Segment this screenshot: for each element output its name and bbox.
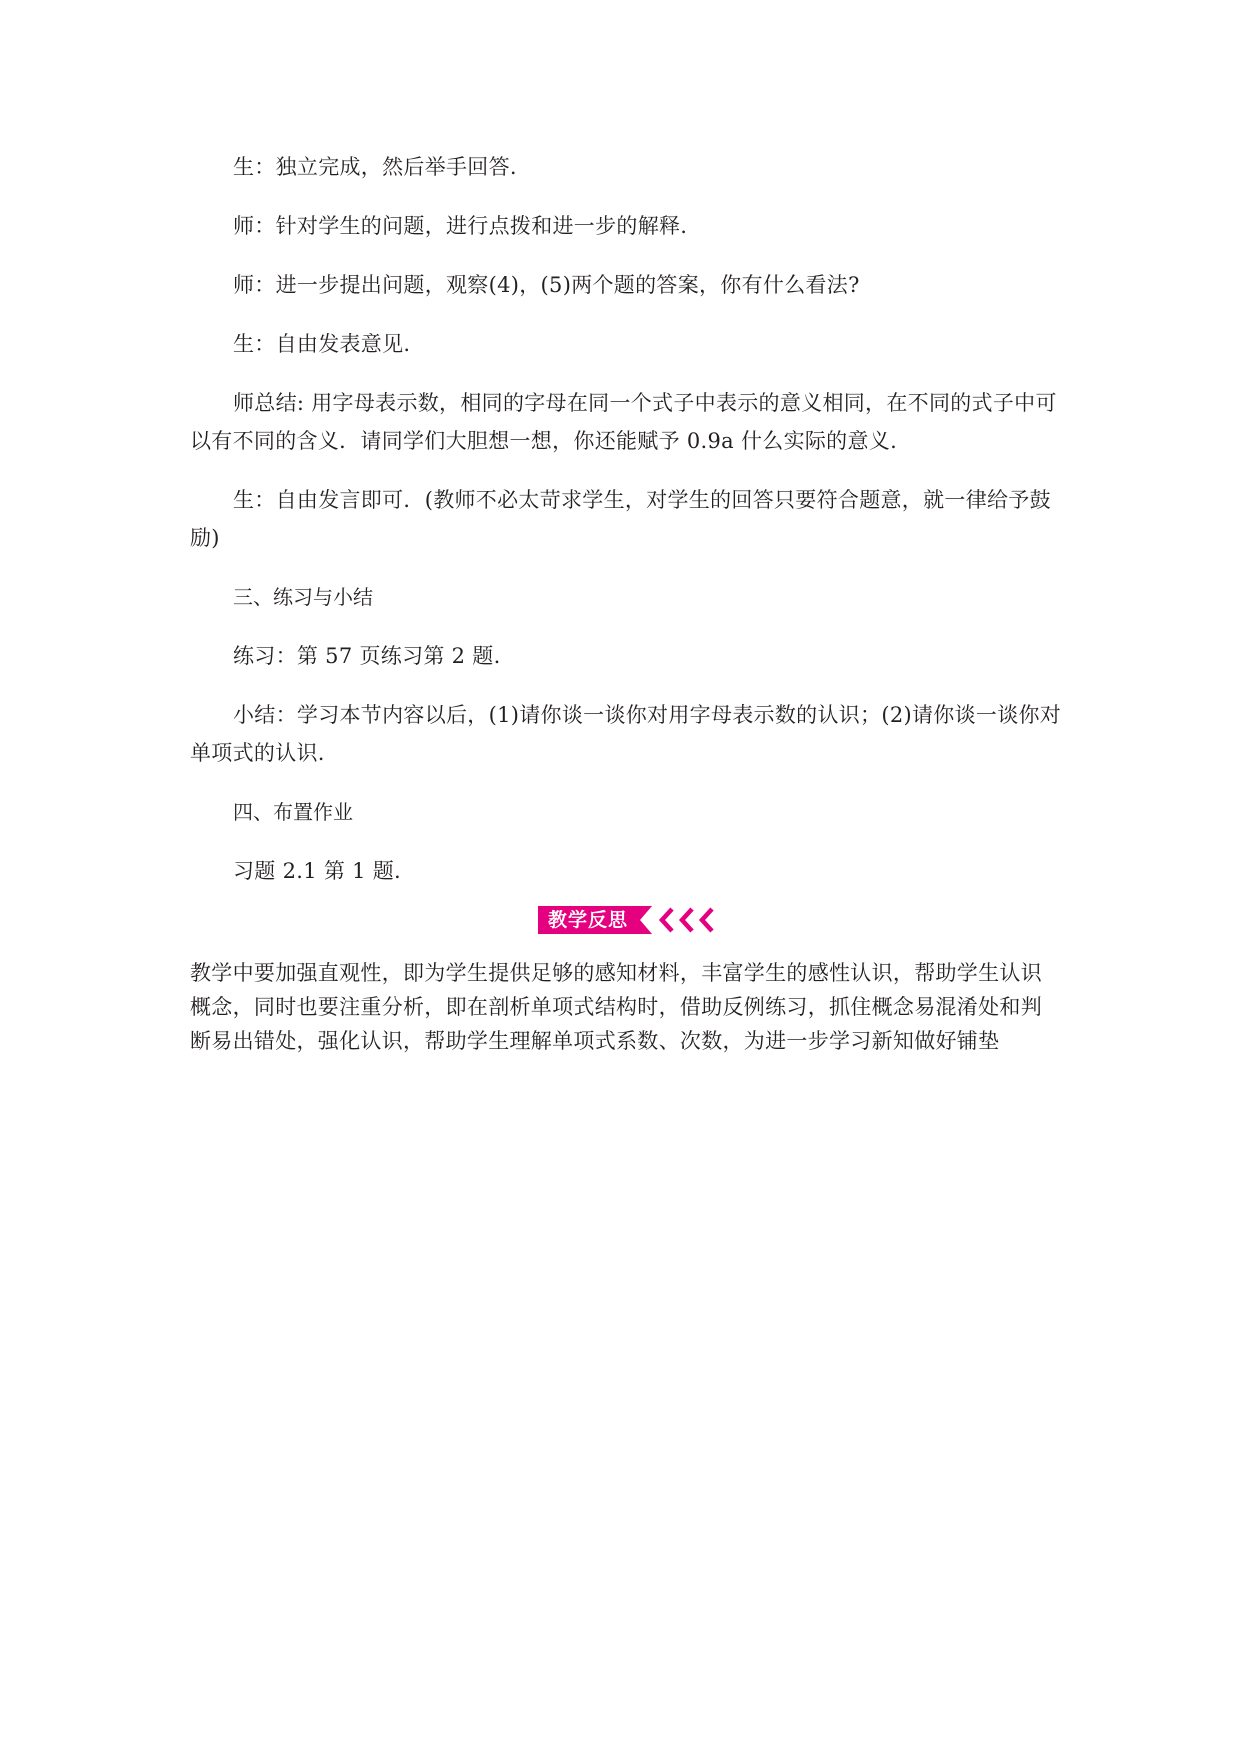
reflection-text: 教学中要加强直观性，即为学生提供足够的感知材料，丰富学生的感性认识，帮助学生认识概念，同时也要注重分析，即在剖析单项式结构时，借助反例练习，抓住概念易混淆处和判断易出错处，强化认识，帮助学生理解单项式系数、次数，为进一步学习新知做好铺垫 [190,961,1042,1053]
reflection-banner-label: 教学反思 [538,906,638,934]
reflection-banner [538,906,722,934]
dialogue-paragraph: 生：独立完成，然后举手回答. [233,155,517,179]
dialogue-paragraph: 生：自由发表意见. [233,332,411,356]
banner-notch [638,906,652,934]
exercise-paragraph: 练习：第 57 页练习第 2 题. [233,644,501,668]
summary-paragraph: 小结：学习本节内容以后，(1)请你谈一谈你对用字母表示数的认识；(2)请你谈一谈你对单项式的认识. [190,703,1062,765]
triple-chevron-left-icon [658,906,722,934]
section-heading: 四、布置作业 [233,800,353,824]
dialogue-paragraph: 师：针对学生的问题，进行点拨和进一步的解释. [233,214,688,238]
summary-paragraph: 师总结: 用字母表示数，相同的字母在同一个式子中表示的意义相同，在不同的式子中可以有不同的含义．请同学们大胆想一想，你还能赋予 0.9a 什么实际的意义. [190,391,1057,453]
dialogue-paragraph: 生：自由发言即可．(教师不必太苛求学生，对学生的回答只要符合题意，就一律给予鼓励) [190,488,1051,550]
dialogue-paragraph: 师：进一步提出问题，观察(4)，(5)两个题的答案，你有什么看法? [233,273,860,297]
homework-paragraph: 习题 2.1 第 1 题. [233,859,402,883]
section-heading: 三、练习与小结 [233,585,373,609]
